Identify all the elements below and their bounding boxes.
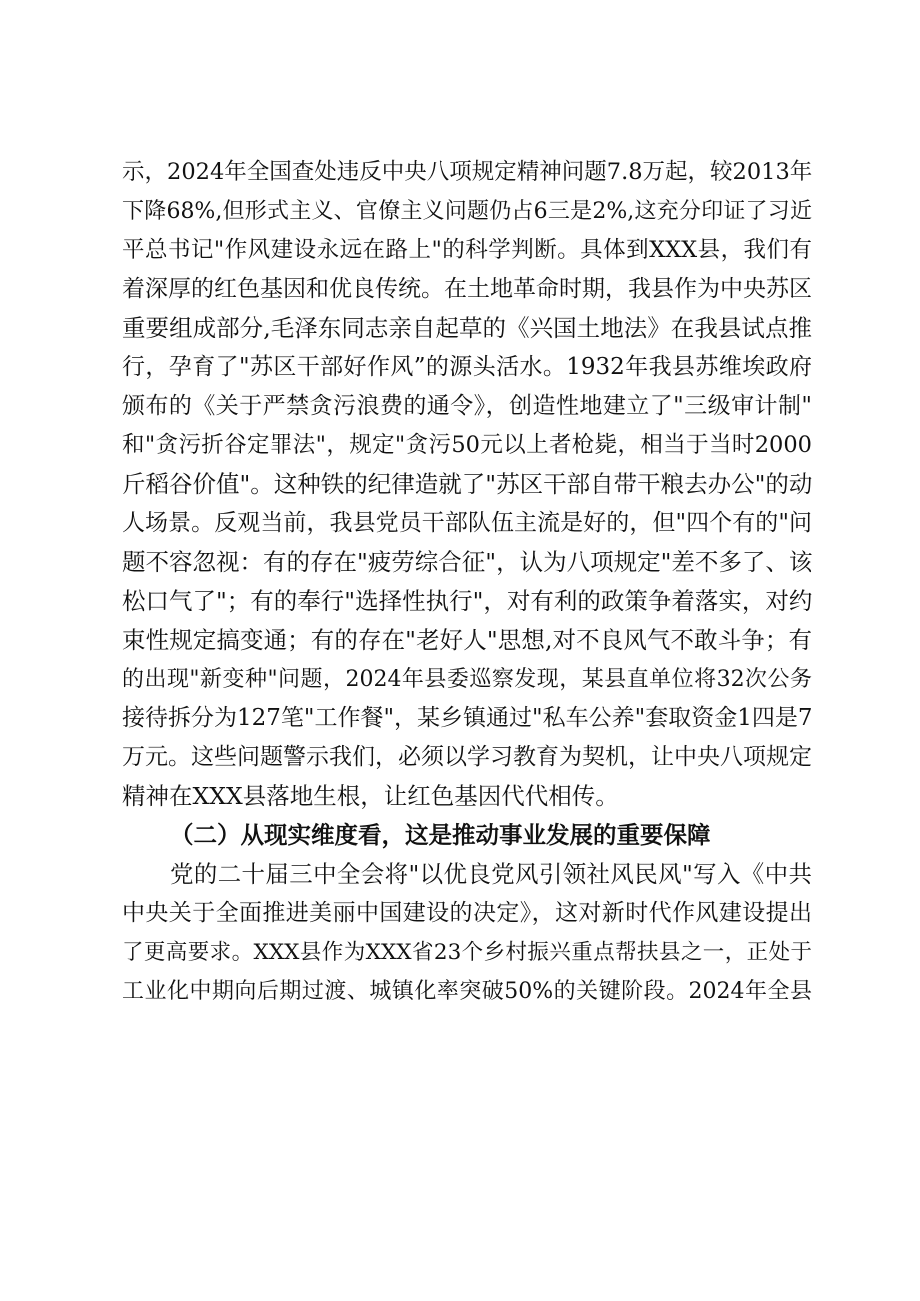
paragraph-line: 精神在XXX县落地生根，让红色基因代代相传。 xyxy=(122,782,619,810)
paragraph-2 xyxy=(122,855,812,1011)
paragraph-line: 中央关于全面推进美丽中国建设的决定》，这对新时代作风建设提出 xyxy=(122,900,812,926)
paragraph-line: 和"贪污折谷定罪法"，规定"贪污50元以上者枪毙，相当于当时2000 xyxy=(122,432,812,458)
paragraph-line: 的出现"新变种"问题，2024年县委巡察发现，某县直单位将32次公务 xyxy=(122,667,812,692)
paragraph-line: 示，2024年全国查处违反中央八项规定精神问题7.8万起，较2013年 xyxy=(122,159,812,185)
section-heading xyxy=(122,816,812,855)
paragraph-line: 束性规定搞变通；有的存在"老好人"思想,对不良风气不敢斗争；有 xyxy=(122,626,812,654)
paragraph-line: 重要组成部分,毛泽东同志亲自起草的《兴国土地法》在我县试点推 xyxy=(122,314,812,342)
paragraph-line: 党的二十届三中全会将"以优良党风引领社风民风"写入《中共 xyxy=(170,860,812,888)
paragraph-line: 题不容忽视：有的存在"疲劳综合征"，认为八项规定"差不多了、该 xyxy=(122,548,812,576)
paragraph-line: 斤稻谷价值"。这种铁的纪律造就了"苏区干部自带干粮去办公"的动 xyxy=(122,470,812,498)
paragraph-line: 行，孕育了"苏区干部好作风”的源头活水。1932年我县苏维埃政府 xyxy=(122,354,812,380)
section-heading-text: （二）从现实维度看，这是推动事业发展的重要保障 xyxy=(170,821,711,849)
paragraph-line: 了更高要求。XXX县作为XXX省23个乡村振兴重点帮扶县之一，正处于 xyxy=(122,940,812,965)
paragraph-line: 颁布的《关于严禁贪污浪费的通令》，创造性地建立了"三级审计制" xyxy=(122,393,812,419)
paragraph-line: 人场景。反观当前，我县党员干部队伍主流是好的，但"四个有的"问 xyxy=(122,510,812,536)
paragraph-line: 着深厚的红色基因和优良传统。在土地革命时期，我县作为中央苏区 xyxy=(122,276,812,302)
paragraph-line: 接待拆分为127笔"工作餐"，某乡镇通过"私车公养"套取资金1四是7 xyxy=(122,705,812,731)
paragraph-line: 松口气了"；有的奉行"选择性执行"，对有利的政策争着落实，对约 xyxy=(122,587,812,615)
paragraph-line: 工业化中期向后期过渡、城镇化率突破50%的关键阶段。2024年全县 xyxy=(122,979,812,1004)
paragraph-line: 平总书记"作风建设永远在路上"的科学判断。具体到XXX县，我们有 xyxy=(122,237,812,263)
paragraph-line: 万元。这些问题警示我们，必须以学习教育为契机，让中央八项规定 xyxy=(122,744,812,770)
paragraph-line: 下降68%,但形式主义、官僚主义问题仍占6三是2%,这充分印证了习近 xyxy=(122,199,812,224)
paragraph-1 xyxy=(122,153,812,816)
